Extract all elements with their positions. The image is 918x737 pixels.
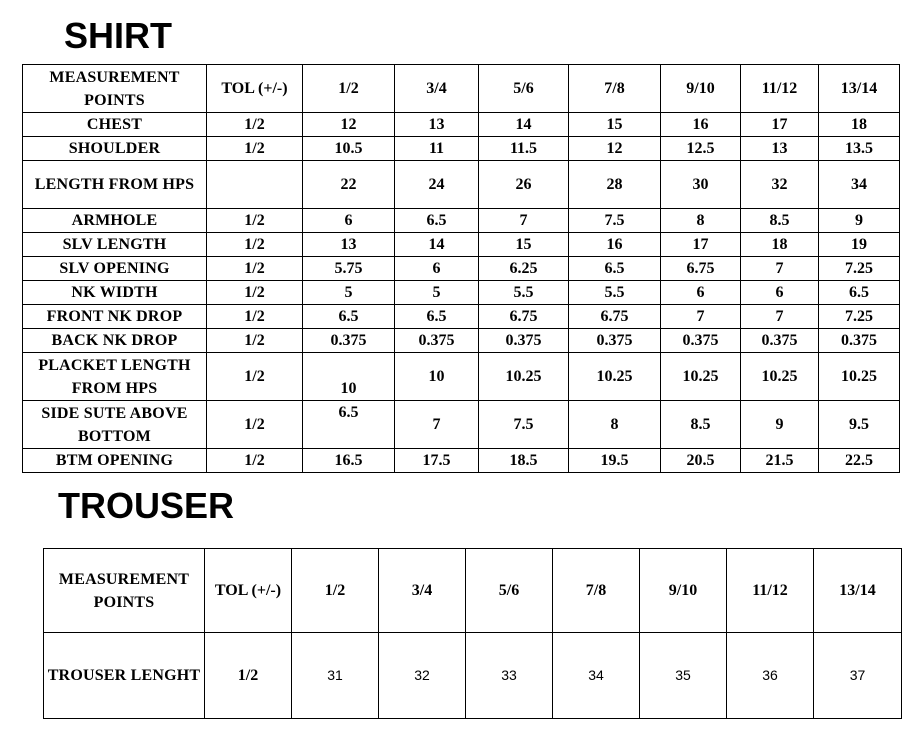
cell-value: 16 xyxy=(661,113,741,137)
cell-value: 0.375 xyxy=(479,329,569,353)
header-size: 13/14 xyxy=(819,65,900,113)
table-row xyxy=(23,305,900,329)
row-label: BTM OPENING xyxy=(23,449,207,473)
cell-value: 13 xyxy=(395,113,479,137)
cell-value: 19.5 xyxy=(569,449,661,473)
row-label: SIDE SUTE ABOVE BOTTOM xyxy=(23,401,207,449)
row-label: ARMHOLE xyxy=(23,209,207,233)
cell-value: 7.25 xyxy=(819,257,900,281)
cell-value: 6.5 xyxy=(303,305,395,329)
cell-value: 13 xyxy=(741,137,819,161)
cell-value: 11.5 xyxy=(479,137,569,161)
table-row xyxy=(23,137,900,161)
cell-value: 12 xyxy=(303,113,395,137)
trouser-size-table xyxy=(43,548,902,719)
cell-value: 22 xyxy=(303,161,395,209)
row-tol: 1/2 xyxy=(207,449,303,473)
header-tol: TOL (+/-) xyxy=(205,549,292,633)
header-size: 9/10 xyxy=(661,65,741,113)
cell-value: 7 xyxy=(741,305,819,329)
row-tol: 1/2 xyxy=(207,137,303,161)
cell-value: 7.5 xyxy=(569,209,661,233)
row-label: SHOULDER xyxy=(23,137,207,161)
header-size: 9/10 xyxy=(640,549,727,633)
cell-value: 6.5 xyxy=(819,281,900,305)
cell-value: 10.5 xyxy=(303,137,395,161)
cell-value: 6.5 xyxy=(395,305,479,329)
cell-value: 34 xyxy=(819,161,900,209)
cell-value: 0.375 xyxy=(661,329,741,353)
cell-value: 0.375 xyxy=(395,329,479,353)
cell-value: 8.5 xyxy=(741,209,819,233)
cell-value: 6.75 xyxy=(569,305,661,329)
row-tol: 1/2 xyxy=(205,633,292,719)
cell-value: 5 xyxy=(303,281,395,305)
cell-value: 19 xyxy=(819,233,900,257)
cell-value: 26 xyxy=(479,161,569,209)
table-row xyxy=(23,161,900,209)
row-label: FRONT NK DROP xyxy=(23,305,207,329)
cell-value: 16.5 xyxy=(303,449,395,473)
cell-value: 0.375 xyxy=(303,329,395,353)
row-tol: 1/2 xyxy=(207,401,303,449)
cell-value: 15 xyxy=(479,233,569,257)
row-label: SLV OPENING xyxy=(23,257,207,281)
cell-value: 11 xyxy=(395,137,479,161)
cell-value: 12 xyxy=(569,137,661,161)
cell-value: 8 xyxy=(569,401,661,449)
cell-value: 6 xyxy=(661,281,741,305)
cell-value: 7.5 xyxy=(479,401,569,449)
header-measurement-points: MEASUREMENT POINTS xyxy=(23,65,207,113)
trouser-title: TROUSER xyxy=(58,485,235,526)
cell-value: 15 xyxy=(569,113,661,137)
cell-value: 32 xyxy=(741,161,819,209)
row-tol: 1/2 xyxy=(207,257,303,281)
cell-value: 17 xyxy=(741,113,819,137)
table-row xyxy=(23,329,900,353)
cell-value: 10.25 xyxy=(661,353,741,401)
cell-value: 6 xyxy=(395,257,479,281)
row-label: NK WIDTH xyxy=(23,281,207,305)
cell-value: 8.5 xyxy=(661,401,741,449)
cell-value: 10.25 xyxy=(479,353,569,401)
cell-value: 13.5 xyxy=(819,137,900,161)
cell-value: 10.25 xyxy=(569,353,661,401)
table-row xyxy=(23,257,900,281)
cell-value: 33 xyxy=(466,633,553,719)
cell-value: 18 xyxy=(819,113,900,137)
cell-value: 7 xyxy=(395,401,479,449)
cell-value: 5.75 xyxy=(303,257,395,281)
row-tol xyxy=(207,161,303,209)
shirt-title: SHIRT xyxy=(64,15,172,56)
cell-value: 21.5 xyxy=(741,449,819,473)
cell-value: 10 xyxy=(303,353,395,401)
cell-value: 6.75 xyxy=(661,257,741,281)
cell-value: 10.25 xyxy=(741,353,819,401)
cell-value: 9.5 xyxy=(819,401,900,449)
shirt-size-table xyxy=(22,64,900,473)
header-tol: TOL (+/-) xyxy=(207,65,303,113)
cell-value: 7 xyxy=(741,257,819,281)
cell-value: 6 xyxy=(303,209,395,233)
cell-value: 20.5 xyxy=(661,449,741,473)
cell-value: 35 xyxy=(640,633,727,719)
row-label: BACK NK DROP xyxy=(23,329,207,353)
cell-value: 22.5 xyxy=(819,449,900,473)
cell-value: 13 xyxy=(303,233,395,257)
row-tol: 1/2 xyxy=(207,281,303,305)
header-size: 11/12 xyxy=(727,549,814,633)
table-row xyxy=(23,281,900,305)
cell-value: 16 xyxy=(569,233,661,257)
cell-value: 7.25 xyxy=(819,305,900,329)
row-tol: 1/2 xyxy=(207,353,303,401)
cell-value: 0.375 xyxy=(569,329,661,353)
cell-value: 30 xyxy=(661,161,741,209)
cell-value: 5.5 xyxy=(479,281,569,305)
cell-value: 9 xyxy=(741,401,819,449)
cell-value: 31 xyxy=(292,633,379,719)
header-size: 7/8 xyxy=(553,549,640,633)
cell-value: 37 xyxy=(814,633,902,719)
table-row xyxy=(44,633,902,719)
header-size: 1/2 xyxy=(292,549,379,633)
row-label: TROUSER LENGHT xyxy=(44,633,205,719)
cell-value: 17 xyxy=(661,233,741,257)
cell-value: 6 xyxy=(741,281,819,305)
cell-value: 18 xyxy=(741,233,819,257)
cell-value: 6.5 xyxy=(303,401,395,449)
table-row xyxy=(23,113,900,137)
row-label: PLACKET LENGTH FROM HPS xyxy=(23,353,207,401)
cell-value: 0.375 xyxy=(741,329,819,353)
row-tol: 1/2 xyxy=(207,233,303,257)
header-size: 13/14 xyxy=(814,549,902,633)
cell-value: 5.5 xyxy=(569,281,661,305)
cell-value: 24 xyxy=(395,161,479,209)
cell-value: 18.5 xyxy=(479,449,569,473)
cell-value: 10.25 xyxy=(819,353,900,401)
row-label: LENGTH FROM HPS xyxy=(23,161,207,209)
cell-value: 14 xyxy=(395,233,479,257)
cell-value: 9 xyxy=(819,209,900,233)
header-size: 3/4 xyxy=(395,65,479,113)
row-tol: 1/2 xyxy=(207,209,303,233)
cell-value: 6.75 xyxy=(479,305,569,329)
row-label: CHEST xyxy=(23,113,207,137)
row-label: SLV LENGTH xyxy=(23,233,207,257)
cell-value: 17.5 xyxy=(395,449,479,473)
cell-value: 7 xyxy=(661,305,741,329)
cell-value: 28 xyxy=(569,161,661,209)
trouser-header-row xyxy=(44,549,902,633)
table-row xyxy=(23,353,900,401)
cell-value: 6.5 xyxy=(395,209,479,233)
cell-value: 34 xyxy=(553,633,640,719)
header-size: 5/6 xyxy=(479,65,569,113)
cell-value: 6.25 xyxy=(479,257,569,281)
row-tol: 1/2 xyxy=(207,113,303,137)
cell-value: 10 xyxy=(395,353,479,401)
header-size: 11/12 xyxy=(741,65,819,113)
cell-value: 12.5 xyxy=(661,137,741,161)
cell-value: 7 xyxy=(479,209,569,233)
header-size: 1/2 xyxy=(303,65,395,113)
header-size: 7/8 xyxy=(569,65,661,113)
cell-value: 14 xyxy=(479,113,569,137)
row-tol: 1/2 xyxy=(207,305,303,329)
header-measurement-points: MEASUREMENT POINTS xyxy=(44,549,205,633)
table-row xyxy=(23,209,900,233)
cell-value: 6.5 xyxy=(569,257,661,281)
table-row xyxy=(23,233,900,257)
cell-value: 36 xyxy=(727,633,814,719)
cell-value: 32 xyxy=(379,633,466,719)
shirt-header-row xyxy=(23,65,900,113)
table-row xyxy=(23,449,900,473)
row-tol: 1/2 xyxy=(207,329,303,353)
cell-value: 5 xyxy=(395,281,479,305)
cell-value: 8 xyxy=(661,209,741,233)
table-row xyxy=(23,401,900,449)
header-size: 3/4 xyxy=(379,549,466,633)
header-size: 5/6 xyxy=(466,549,553,633)
cell-value: 0.375 xyxy=(819,329,900,353)
